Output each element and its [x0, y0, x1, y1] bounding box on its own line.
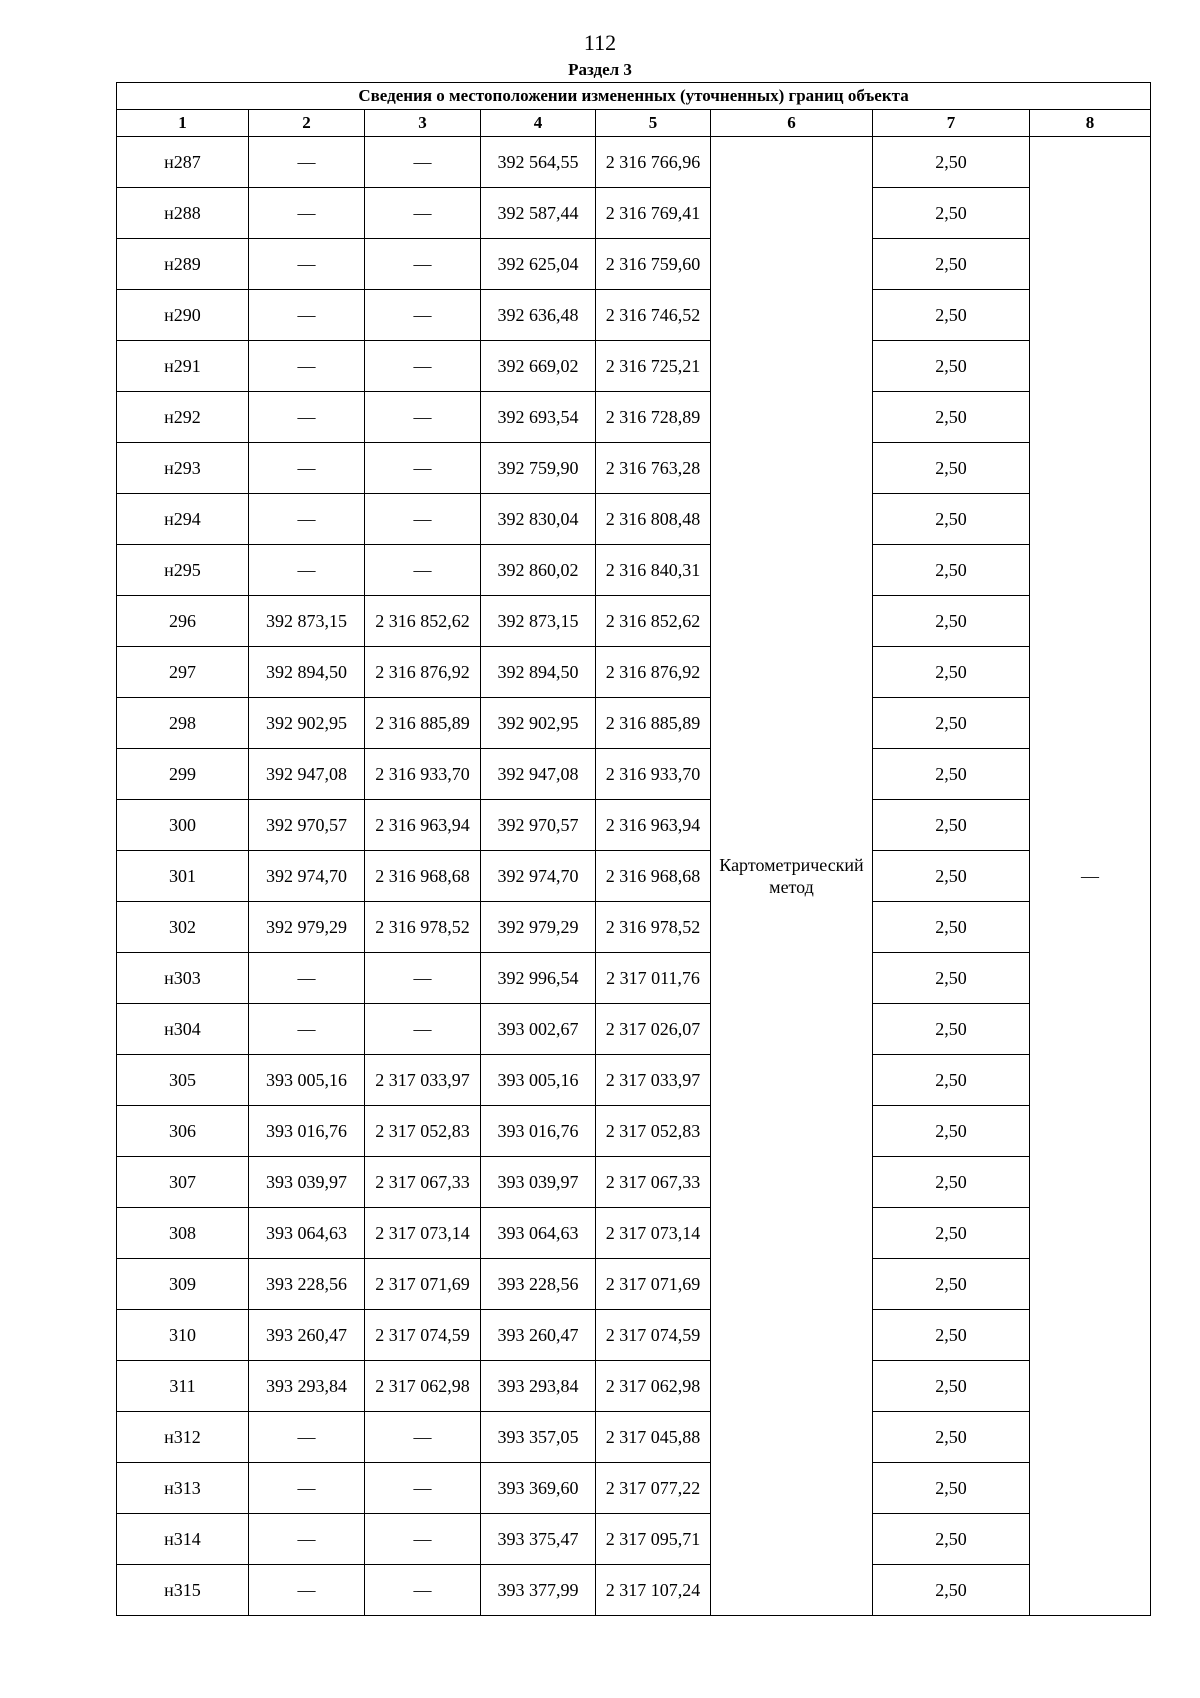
cell-accuracy: 2,50: [873, 749, 1030, 800]
cell-accuracy: 2,50: [873, 1106, 1030, 1157]
cell-accuracy: 2,50: [873, 953, 1030, 1004]
cell-point: 298: [117, 698, 249, 749]
cell-old-x: —: [249, 239, 365, 290]
cell-new-x: 392 974,70: [481, 851, 596, 902]
cell-old-x: 393 293,84: [249, 1361, 365, 1412]
cell-new-y: 2 316 978,52: [596, 902, 711, 953]
cell-old-y: —: [365, 137, 481, 188]
table-row: [117, 1565, 1151, 1616]
cell-new-y: 2 316 769,41: [596, 188, 711, 239]
cell-new-y: 2 317 077,22: [596, 1463, 711, 1514]
cell-new-y: 2 316 852,62: [596, 596, 711, 647]
cell-old-y: 2 317 067,33: [365, 1157, 481, 1208]
cell-old-x: —: [249, 1565, 365, 1616]
cell-new-y: 2 317 107,24: [596, 1565, 711, 1616]
cell-old-x: 392 974,70: [249, 851, 365, 902]
cell-old-x: 392 947,08: [249, 749, 365, 800]
cell-accuracy: 2,50: [873, 698, 1030, 749]
cell-new-x: 392 979,29: [481, 902, 596, 953]
cell-new-x: 392 830,04: [481, 494, 596, 545]
table-caption: Сведения о местоположении измененных (уточненных) границ объекта: [117, 83, 1151, 110]
cell-old-x: 392 894,50: [249, 647, 365, 698]
cell-accuracy: 2,50: [873, 239, 1030, 290]
cell-point: н315: [117, 1565, 249, 1616]
cell-new-x: 393 064,63: [481, 1208, 596, 1259]
cell-point: н290: [117, 290, 249, 341]
cell-old-y: —: [365, 1514, 481, 1565]
table-row: [117, 902, 1151, 953]
cell-point: н304: [117, 1004, 249, 1055]
cell-point: 310: [117, 1310, 249, 1361]
cell-point: н288: [117, 188, 249, 239]
cell-old-y: —: [365, 188, 481, 239]
cell-accuracy: 2,50: [873, 137, 1030, 188]
cell-new-y: 2 317 033,97: [596, 1055, 711, 1106]
cell-old-y: 2 316 978,52: [365, 902, 481, 953]
cell-old-y: 2 316 876,92: [365, 647, 481, 698]
cell-point: 301: [117, 851, 249, 902]
cell-accuracy: 2,50: [873, 341, 1030, 392]
cell-point: н314: [117, 1514, 249, 1565]
cell-point: н287: [117, 137, 249, 188]
table-row: [117, 1514, 1151, 1565]
cell-accuracy: 2,50: [873, 851, 1030, 902]
cell-method: Картометрический метод: [711, 137, 873, 1616]
table-row: [117, 1106, 1151, 1157]
cell-new-y: 2 317 045,88: [596, 1412, 711, 1463]
cell-old-x: —: [249, 1004, 365, 1055]
table-row: [117, 1157, 1151, 1208]
cell-accuracy: 2,50: [873, 596, 1030, 647]
cell-old-x: 392 970,57: [249, 800, 365, 851]
cell-old-x: 393 016,76: [249, 1106, 365, 1157]
cell-new-y: 2 316 876,92: [596, 647, 711, 698]
cell-new-y: 2 317 052,83: [596, 1106, 711, 1157]
cell-new-y: 2 317 011,76: [596, 953, 711, 1004]
cell-new-x: 392 564,55: [481, 137, 596, 188]
cell-new-x: 392 894,50: [481, 647, 596, 698]
cell-new-x: 393 039,97: [481, 1157, 596, 1208]
cell-accuracy: 2,50: [873, 1208, 1030, 1259]
cell-new-x: 392 669,02: [481, 341, 596, 392]
table-row: [117, 188, 1151, 239]
cell-point: н293: [117, 443, 249, 494]
cell-old-x: 392 902,95: [249, 698, 365, 749]
table-row: [117, 1310, 1151, 1361]
cell-new-y: 2 317 073,14: [596, 1208, 711, 1259]
cell-old-x: —: [249, 953, 365, 1004]
cell-old-x: —: [249, 392, 365, 443]
cell-point: 297: [117, 647, 249, 698]
cell-new-y: 2 317 095,71: [596, 1514, 711, 1565]
cell-old-y: 2 317 073,14: [365, 1208, 481, 1259]
cell-point: н313: [117, 1463, 249, 1514]
column-number-6: 6: [711, 110, 873, 137]
cell-new-x: 393 357,05: [481, 1412, 596, 1463]
cell-old-x: —: [249, 545, 365, 596]
cell-new-x: 392 636,48: [481, 290, 596, 341]
cell-point: н292: [117, 392, 249, 443]
cell-old-x: —: [249, 494, 365, 545]
cell-old-y: —: [365, 1565, 481, 1616]
cell-old-x: 392 979,29: [249, 902, 365, 953]
cell-point: н294: [117, 494, 249, 545]
cell-accuracy: 2,50: [873, 1157, 1030, 1208]
page-number: 112: [583, 30, 617, 55]
table-row: [117, 341, 1151, 392]
cell-point: 306: [117, 1106, 249, 1157]
table-row: [117, 1055, 1151, 1106]
cell-new-y: 2 317 062,98: [596, 1361, 711, 1412]
table-row: [117, 647, 1151, 698]
table-row: [117, 851, 1151, 902]
column-number-2: 2: [249, 110, 365, 137]
cell-new-y: 2 316 963,94: [596, 800, 711, 851]
cell-new-y: 2 316 763,28: [596, 443, 711, 494]
cell-new-x: 392 693,54: [481, 392, 596, 443]
cell-old-x: 393 228,56: [249, 1259, 365, 1310]
cell-old-x: 393 260,47: [249, 1310, 365, 1361]
cell-point: 307: [117, 1157, 249, 1208]
table-row: [117, 1208, 1151, 1259]
cell-point: н291: [117, 341, 249, 392]
cell-new-x: 393 260,47: [481, 1310, 596, 1361]
cell-old-x: 393 039,97: [249, 1157, 365, 1208]
cell-old-y: —: [365, 545, 481, 596]
table-row: [117, 1004, 1151, 1055]
cell-accuracy: 2,50: [873, 443, 1030, 494]
cell-accuracy: 2,50: [873, 1310, 1030, 1361]
cell-accuracy: 2,50: [873, 1055, 1030, 1106]
cell-old-x: 393 005,16: [249, 1055, 365, 1106]
cell-old-y: —: [365, 1412, 481, 1463]
table-row: [117, 443, 1151, 494]
cell-accuracy: 2,50: [873, 1412, 1030, 1463]
section-title: Раздел 3: [568, 60, 632, 79]
cell-point: н312: [117, 1412, 249, 1463]
cell-accuracy: 2,50: [873, 1004, 1030, 1055]
cell-new-y: 2 316 759,60: [596, 239, 711, 290]
table-row: [117, 239, 1151, 290]
cell-point: 296: [117, 596, 249, 647]
table-body: [117, 137, 1151, 1616]
cell-new-y: 2 316 746,52: [596, 290, 711, 341]
cell-point: 308: [117, 1208, 249, 1259]
cell-old-x: —: [249, 1514, 365, 1565]
cell-old-y: —: [365, 1004, 481, 1055]
cell-old-y: —: [365, 290, 481, 341]
cell-new-x: 392 947,08: [481, 749, 596, 800]
table-row: [117, 1412, 1151, 1463]
cell-new-x: 392 970,57: [481, 800, 596, 851]
cell-new-y: 2 316 808,48: [596, 494, 711, 545]
cell-old-y: 2 316 963,94: [365, 800, 481, 851]
cell-old-x: 392 873,15: [249, 596, 365, 647]
cell-accuracy: 2,50: [873, 647, 1030, 698]
cell-accuracy: 2,50: [873, 1259, 1030, 1310]
cell-new-x: 393 002,67: [481, 1004, 596, 1055]
table-row: [117, 749, 1151, 800]
cell-accuracy: 2,50: [873, 392, 1030, 443]
cell-accuracy: 2,50: [873, 1565, 1030, 1616]
table-row: [117, 1463, 1151, 1514]
cell-point: н295: [117, 545, 249, 596]
cell-old-y: —: [365, 443, 481, 494]
cell-point: 302: [117, 902, 249, 953]
cell-old-y: —: [365, 392, 481, 443]
cell-new-x: 392 902,95: [481, 698, 596, 749]
cell-point: 299: [117, 749, 249, 800]
cell-old-y: 2 317 071,69: [365, 1259, 481, 1310]
cell-old-x: —: [249, 1463, 365, 1514]
cell-old-y: 2 317 033,97: [365, 1055, 481, 1106]
cell-new-x: 392 996,54: [481, 953, 596, 1004]
cell-accuracy: 2,50: [873, 902, 1030, 953]
cell-old-y: 2 317 052,83: [365, 1106, 481, 1157]
cell-old-x: —: [249, 290, 365, 341]
cell-accuracy: 2,50: [873, 1514, 1030, 1565]
table-row: [117, 698, 1151, 749]
cell-old-x: —: [249, 443, 365, 494]
cell-new-x: 392 759,90: [481, 443, 596, 494]
cell-old-y: —: [365, 341, 481, 392]
cell-old-y: —: [365, 494, 481, 545]
cell-new-y: 2 316 885,89: [596, 698, 711, 749]
cell-old-y: 2 316 968,68: [365, 851, 481, 902]
cell-accuracy: 2,50: [873, 494, 1030, 545]
table-row: [117, 800, 1151, 851]
cell-accuracy: 2,50: [873, 1463, 1030, 1514]
cell-old-y: —: [365, 953, 481, 1004]
cell-new-x: 393 377,99: [481, 1565, 596, 1616]
cell-new-x: 393 016,76: [481, 1106, 596, 1157]
cell-old-y: 2 316 885,89: [365, 698, 481, 749]
cell-new-y: 2 317 074,59: [596, 1310, 711, 1361]
column-number-8: 8: [1030, 110, 1151, 137]
cell-new-x: 392 625,04: [481, 239, 596, 290]
cell-point: 311: [117, 1361, 249, 1412]
cell-new-y: 2 317 026,07: [596, 1004, 711, 1055]
cell-point: 305: [117, 1055, 249, 1106]
cell-old-x: —: [249, 341, 365, 392]
cell-point: н289: [117, 239, 249, 290]
cell-old-y: 2 316 852,62: [365, 596, 481, 647]
column-number-7: 7: [873, 110, 1030, 137]
cell-old-y: 2 317 062,98: [365, 1361, 481, 1412]
table-row: [117, 1259, 1151, 1310]
cell-accuracy: 2,50: [873, 188, 1030, 239]
cell-new-y: 2 317 067,33: [596, 1157, 711, 1208]
cell-new-x: 392 587,44: [481, 188, 596, 239]
column-number-4: 4: [481, 110, 596, 137]
column-number-3: 3: [365, 110, 481, 137]
table-row: [117, 545, 1151, 596]
cell-new-y: 2 317 071,69: [596, 1259, 711, 1310]
cell-new-y: 2 316 840,31: [596, 545, 711, 596]
cell-accuracy: 2,50: [873, 290, 1030, 341]
cell-new-x: 393 375,47: [481, 1514, 596, 1565]
cell-old-x: —: [249, 1412, 365, 1463]
cell-new-x: 393 293,84: [481, 1361, 596, 1412]
cell-new-y: 2 316 725,21: [596, 341, 711, 392]
cell-new-x: 393 228,56: [481, 1259, 596, 1310]
cell-old-y: 2 317 074,59: [365, 1310, 481, 1361]
table-row: [117, 392, 1151, 443]
cell-new-x: 392 873,15: [481, 596, 596, 647]
cell-accuracy: 2,50: [873, 1361, 1030, 1412]
table-row: [117, 953, 1151, 1004]
cell-new-y: 2 316 728,89: [596, 392, 711, 443]
table-row: [117, 494, 1151, 545]
cell-point: 309: [117, 1259, 249, 1310]
column-number-row: [117, 110, 1151, 137]
cell-new-x: 392 860,02: [481, 545, 596, 596]
cell-old-x: —: [249, 188, 365, 239]
table-row: [117, 596, 1151, 647]
cell-remark: —: [1030, 137, 1151, 1616]
cell-old-x: —: [249, 137, 365, 188]
boundary-coordinates-table: [116, 82, 1151, 1616]
cell-new-x: 393 005,16: [481, 1055, 596, 1106]
cell-new-x: 393 369,60: [481, 1463, 596, 1514]
column-number-1: 1: [117, 110, 249, 137]
cell-new-y: 2 316 933,70: [596, 749, 711, 800]
cell-point: н303: [117, 953, 249, 1004]
cell-point: 300: [117, 800, 249, 851]
table-row: [117, 137, 1151, 188]
cell-old-y: —: [365, 1463, 481, 1514]
column-number-5: 5: [596, 110, 711, 137]
cell-old-y: 2 316 933,70: [365, 749, 481, 800]
cell-accuracy: 2,50: [873, 545, 1030, 596]
table-row: [117, 1361, 1151, 1412]
cell-old-y: —: [365, 239, 481, 290]
table-row: [117, 290, 1151, 341]
cell-new-y: 2 316 968,68: [596, 851, 711, 902]
cell-old-x: 393 064,63: [249, 1208, 365, 1259]
cell-new-y: 2 316 766,96: [596, 137, 711, 188]
cell-accuracy: 2,50: [873, 800, 1030, 851]
